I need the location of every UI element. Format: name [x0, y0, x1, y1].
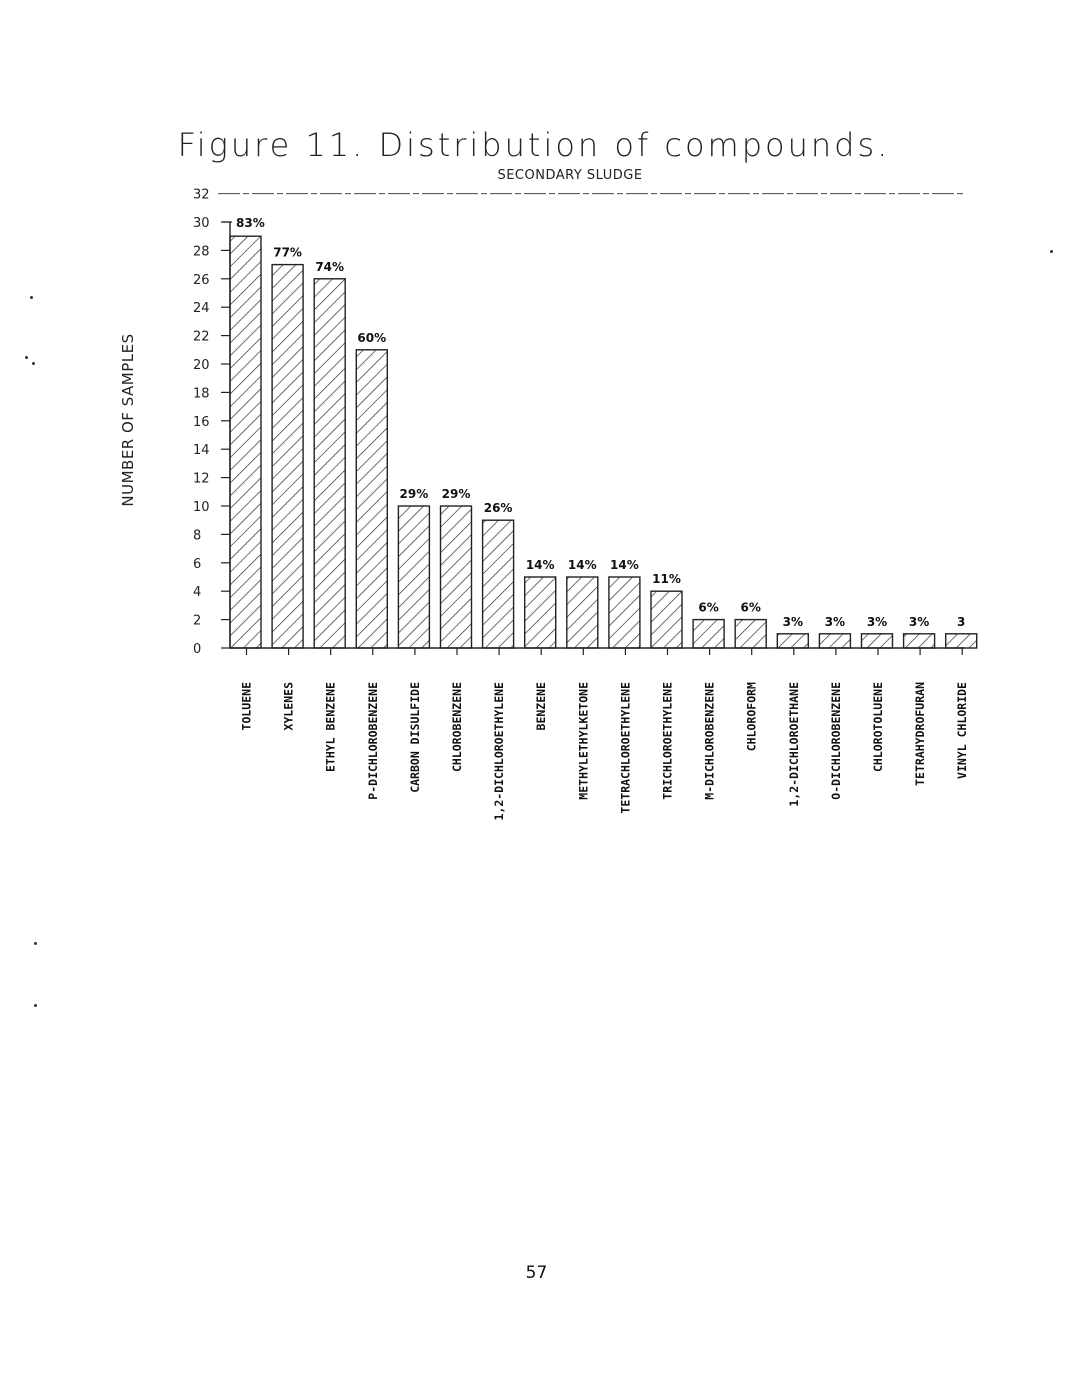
bar: [946, 634, 977, 648]
category-label: O-DICHLOROBENZENE: [828, 682, 843, 800]
data-label: 29%: [441, 487, 471, 501]
category-label: M-DICHLOROBENZENE: [702, 682, 717, 800]
data-label: 29%: [399, 487, 429, 501]
data-label: 77%: [273, 245, 302, 260]
bar: [525, 577, 556, 648]
y-tick-label: 30: [193, 216, 210, 231]
data-label: 3: [957, 614, 966, 629]
data-label: 3%: [824, 614, 846, 629]
page-number: 57: [525, 1263, 548, 1283]
labels: [193, 188, 969, 821]
figure-subtitle: SECONDARY SLUDGE: [497, 168, 643, 183]
scan-speck: [30, 296, 33, 299]
bar: [356, 350, 387, 648]
y-tick-label: 20: [193, 358, 210, 373]
category-label: CHLOROBENZENE: [450, 682, 464, 773]
category-label: TETRAHYDROFURAN: [913, 682, 928, 786]
y-tick-label: 16: [193, 414, 210, 430]
bar: [567, 577, 598, 648]
bar: [651, 591, 682, 648]
y-tick-label: 2: [193, 613, 202, 629]
scan-speck: [1050, 250, 1053, 253]
category-label: 1,2-DICHLOROETHANE: [786, 682, 801, 807]
category-label: BENZENE: [534, 682, 549, 731]
category-label: ETHYL BENZENE: [323, 682, 338, 773]
data-label: 74%: [315, 259, 345, 274]
bar: [230, 236, 261, 648]
bar: [272, 265, 303, 648]
y-tick-label: 10: [193, 500, 210, 515]
scan-speck: [34, 942, 37, 945]
bar: [819, 634, 850, 648]
y-tick-label: 4: [193, 585, 202, 601]
data-label: 6%: [740, 600, 761, 615]
y-tick-label: 0: [193, 642, 202, 657]
y-tick-label: 8: [193, 528, 202, 544]
y-tick-label: 22: [193, 329, 210, 345]
bar: [862, 634, 893, 648]
category-label: XYLENES: [281, 682, 296, 731]
data-label: 83%: [236, 216, 265, 230]
category-label: P-DICHLOROBENZENE: [365, 682, 380, 800]
data-label: 3%: [908, 614, 930, 629]
y-tick-label: 14: [193, 443, 210, 459]
data-label: 14%: [525, 558, 555, 572]
category-label: CARBON DISULFIDE: [407, 682, 422, 793]
data-label: 26%: [483, 501, 513, 516]
y-tick-label: 24: [193, 301, 210, 317]
category-label: CHLOROTOLUENE: [871, 682, 885, 773]
data-label: 14%: [567, 558, 597, 572]
y-tick-label: 6: [193, 556, 202, 572]
bar: [483, 520, 514, 648]
bar: [441, 506, 472, 648]
figure-title: Figure 11. Distribution of compounds.: [177, 126, 891, 164]
bar: [904, 634, 935, 648]
y-tick-label: 12: [193, 471, 210, 487]
y-tick-label: 18: [193, 386, 210, 402]
category-label: TETRACHLOROETHYLENE: [618, 682, 633, 814]
y-tick-label: 26: [193, 272, 210, 288]
data-label: 60%: [357, 330, 387, 345]
category-label: TOLUENE: [239, 682, 254, 731]
scan-speck: [25, 356, 28, 359]
category-label: METHYLETHYLKETONE: [576, 682, 591, 800]
scan-speck: [32, 362, 35, 365]
category-label: CHLOROFORM: [744, 682, 759, 752]
data-label: 11%: [652, 572, 681, 587]
y-tick-label: 32: [193, 187, 210, 203]
category-label: 1,2-DICHLOROETHYLENE: [492, 682, 507, 821]
data-label: 6%: [698, 600, 719, 615]
bars: [230, 236, 977, 648]
bar: [398, 506, 429, 648]
bar: [735, 620, 766, 648]
data-label: 3%: [866, 614, 888, 629]
category-label: VINYL CHLORIDE: [955, 681, 970, 779]
category-label: TRICHLOROETHYLENE: [660, 682, 675, 800]
scan-speck: [34, 1004, 37, 1007]
data-label: 3%: [782, 614, 803, 629]
data-label: 14%: [610, 558, 639, 572]
bar: [609, 577, 640, 648]
y-axis-title: NUMBER OF SAMPLES: [119, 333, 137, 507]
bar: [693, 620, 724, 648]
y-tick-label: 28: [193, 244, 210, 260]
bar: [777, 634, 808, 648]
bar: [314, 279, 345, 648]
